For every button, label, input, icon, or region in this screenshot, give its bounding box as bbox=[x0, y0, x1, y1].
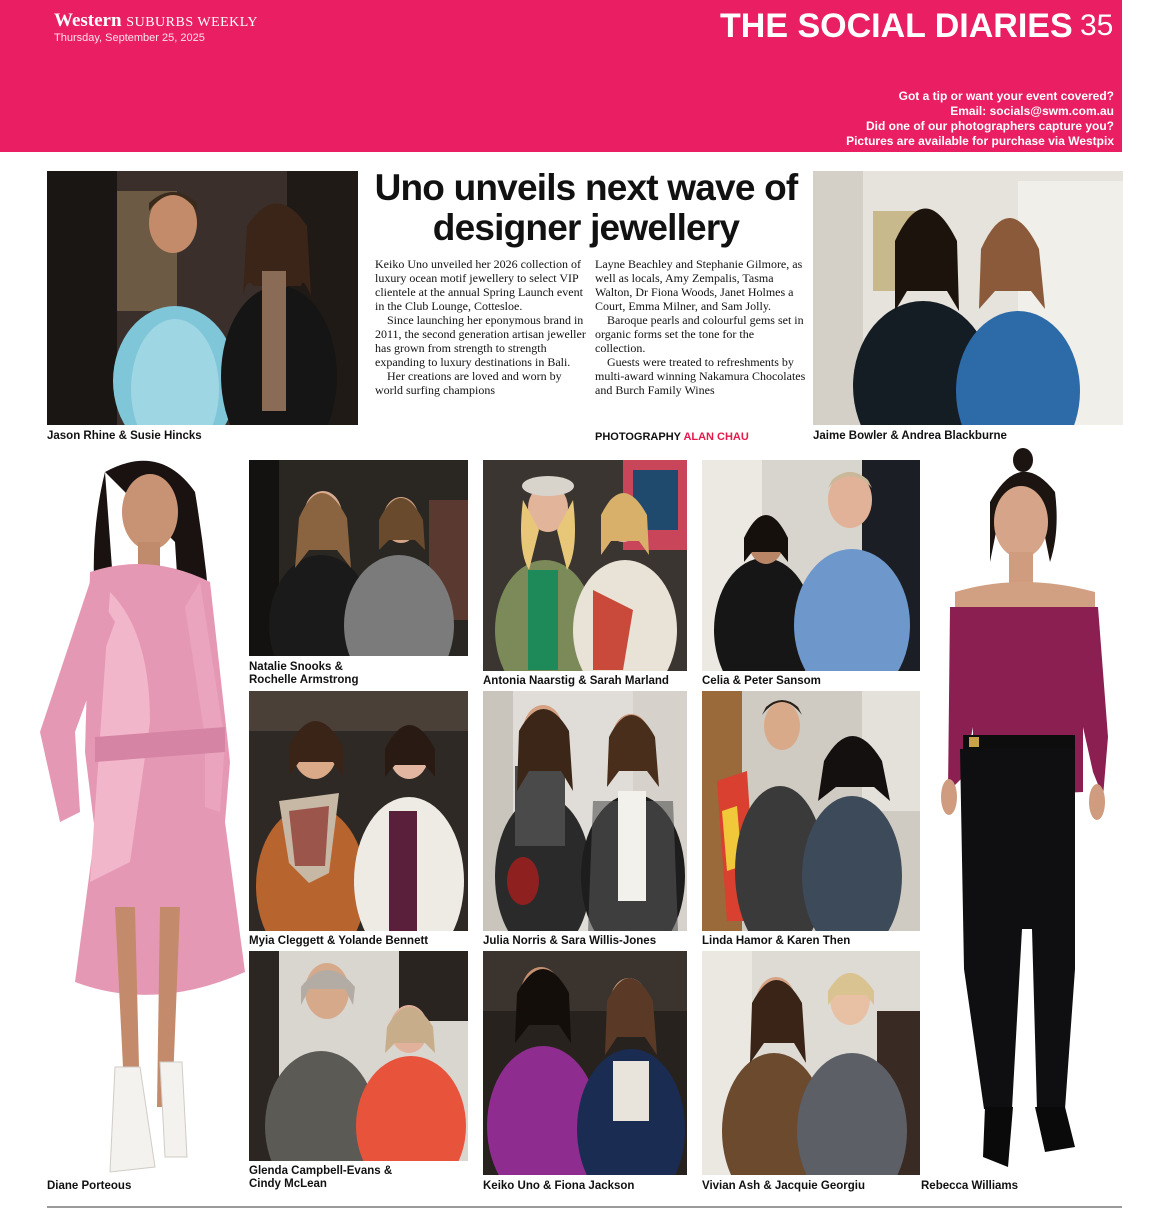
paragraph: Layne Beachley and Stephanie Gilmore, as well as locals, Amy Zempalis, Tasma Walton, Dr Fiona Woods, Janet Holmes a Court, Emma Milner, and Sam Jolly. bbox=[595, 257, 803, 313]
caption: Julia Norris & Sara Willis-Jones bbox=[483, 935, 657, 947]
tips-email[interactable]: Email: socials@swm.com.au bbox=[950, 104, 1114, 118]
photo-linda-karen bbox=[702, 691, 920, 931]
tips-line: Did one of our photographers capture you? bbox=[865, 119, 1114, 133]
masthead-rest: SUBURBS WEEKLY bbox=[126, 15, 259, 30]
photo-jason-susie bbox=[47, 171, 358, 425]
caption: Celia & Peter Sansom bbox=[702, 675, 821, 687]
caption: Diane Porteous bbox=[47, 1180, 132, 1192]
caption-line: Glenda Campbell-Evans & bbox=[249, 1165, 393, 1177]
photo-jaime-andrea bbox=[813, 171, 1123, 425]
caption bbox=[249, 1165, 392, 1191]
caption: Antonia Naarstig & Sarah Marland bbox=[483, 675, 669, 687]
issue-date: Thursday, September 25, 2025 bbox=[54, 32, 205, 44]
caption: Myia Cleggett & Yolande Bennett bbox=[249, 935, 429, 947]
photo-diane-porteous bbox=[20, 452, 235, 1177]
masthead-bold: Western bbox=[54, 10, 122, 31]
photo-natalie-rochelle bbox=[249, 460, 468, 656]
caption bbox=[249, 661, 358, 687]
credit-label: PHOTOGRAPHY bbox=[595, 431, 681, 443]
tips-line: Got a tip or want your event covered? bbox=[898, 89, 1114, 103]
tips-line: Pictures are available for purchase via Westpix bbox=[846, 134, 1114, 148]
paragraph: Baroque pearls and colourful gems set in organic forms set the tone for the collection. bbox=[595, 313, 804, 355]
photo-celia-peter bbox=[702, 460, 920, 671]
section-title: THE SOCIAL DIARIES bbox=[720, 7, 1073, 45]
photo-julia-sara bbox=[483, 691, 687, 931]
paragraph: Since launching her eponymous brand in 2011, the second generation artisan jeweller has grown from strength to strength expanding to luxury destinations in Bali. bbox=[375, 313, 586, 369]
footer-rule bbox=[47, 1206, 1122, 1208]
photo-vivian-jacquie bbox=[702, 951, 920, 1175]
photo-rebecca-williams bbox=[935, 452, 1115, 1177]
credit-name: ALAN CHAU bbox=[683, 431, 749, 443]
paragraph: Guests were treated to refreshments by multi-award winning Nakamura Chocolates and Burch Family Wines bbox=[595, 355, 806, 397]
photo-myia-yolande bbox=[249, 691, 468, 931]
photo-credit bbox=[595, 431, 749, 443]
caption: Vivian Ash & Jacquie Georgiu bbox=[702, 1180, 865, 1192]
caption: Keiko Uno & Fiona Jackson bbox=[483, 1180, 635, 1192]
caption-line: Cindy McLean bbox=[249, 1178, 327, 1190]
paragraph: Keiko Uno unveiled her 2026 collection of luxury ocean motif jewellery to select VIP clientele at the annual Spring Launch event in the Club Lounge, Cottesloe. bbox=[375, 257, 583, 313]
tips-box bbox=[754, 89, 1114, 149]
headline: Uno unveils next wave of designer jewellery bbox=[374, 167, 798, 248]
paragraph: Her creations are loved and worn by world surfing champions bbox=[375, 369, 562, 397]
article-column-2 bbox=[595, 257, 807, 397]
caption: Jason Rhine & Susie Hincks bbox=[47, 430, 202, 442]
caption: Linda Hamor & Karen Then bbox=[702, 935, 851, 947]
caption-line: Natalie Snooks & bbox=[249, 661, 343, 673]
header-banner bbox=[0, 0, 1122, 152]
caption: Jaime Bowler & Andrea Blackburne bbox=[813, 430, 1007, 442]
photo-glenda-cindy bbox=[249, 951, 468, 1161]
caption-line: Rochelle Armstrong bbox=[249, 674, 359, 686]
caption: Rebecca Williams bbox=[921, 1180, 1019, 1192]
page-number: 35 bbox=[1080, 9, 1114, 42]
photo-keiko-fiona bbox=[483, 951, 687, 1175]
masthead bbox=[54, 10, 258, 32]
photo-antonia-sarah bbox=[483, 460, 687, 671]
article-column-1 bbox=[375, 257, 587, 397]
